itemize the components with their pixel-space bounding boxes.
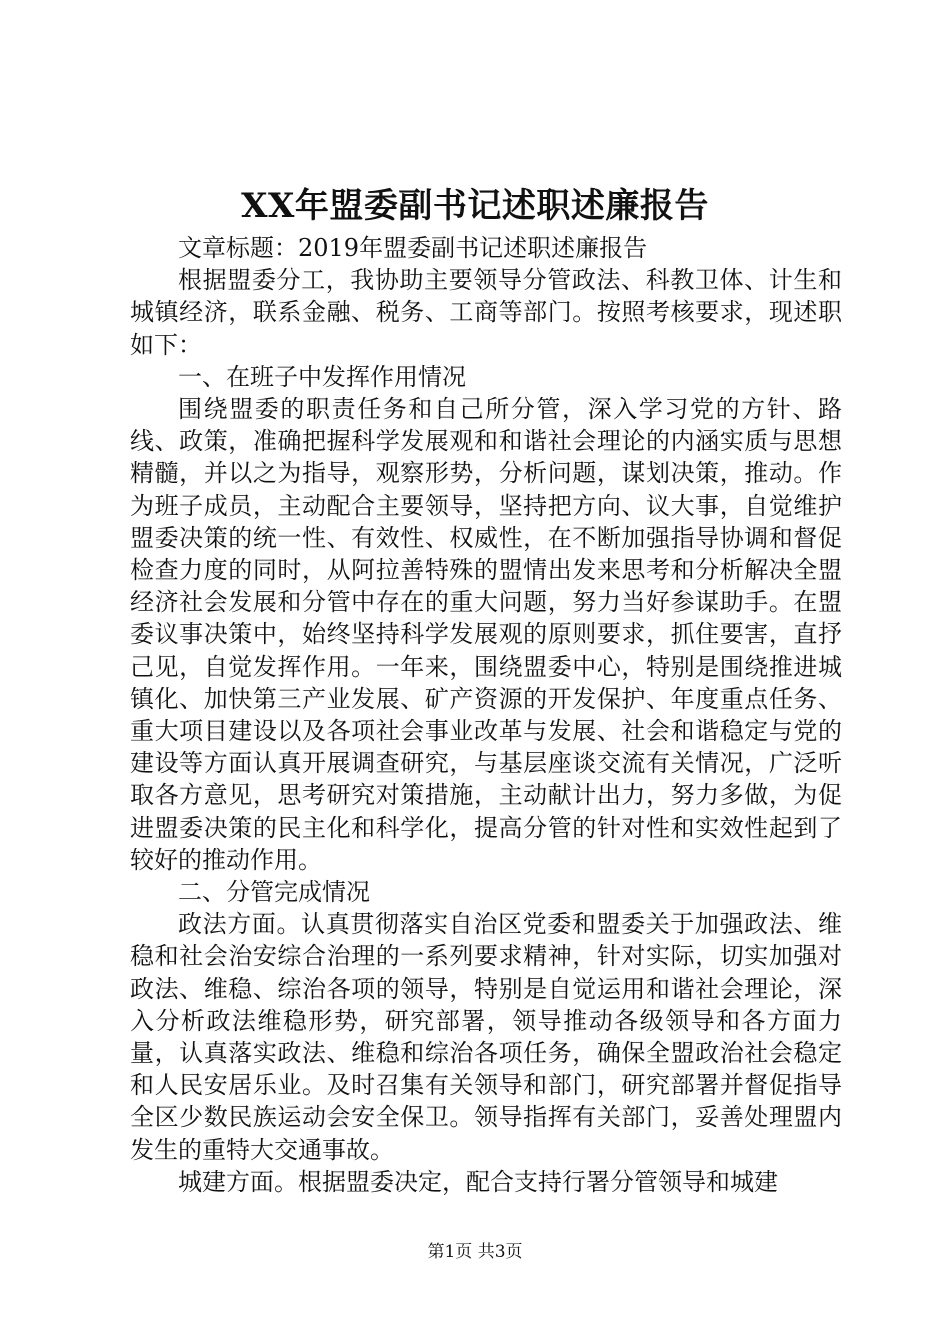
paragraph-intro: 根据盟委分工，我协助主要领导分管政法、科教卫体、计生和城镇经济，联系金融、税务、工商等部门。按照考核要求，现述职如下： xyxy=(130,266,842,359)
paragraph-politics-law: 政法方面。认真贯彻落实自治区党委和盟委关于加强政法、维稳和社会治安综合治理的一系列要求精神，针对实际，切实加强对政法、维稳、综治各项的领导，特别是自觉运用和谐社会理论，深入分析政法维稳形势，研究部署，领导推动各级领导和各方面力量，认真落实政法、维稳和综治各项任务，确保全盟政治社会稳定和人民安居乐业。及时召集有关领导和部门，研究部署并督促指导全区少数民族运动会安全保卫。领导指挥有关部门，妥善处理盟内发生的重特大交通事故。 xyxy=(130,910,842,1164)
page-number-footer: 第1页 共3页 xyxy=(427,1242,523,1262)
article-title-line: 文章标题：2019年盟委副书记述职述廉报告 xyxy=(178,234,648,262)
paragraph-urban-construction: 城建方面。根据盟委决定，配合支持行署分管领导和城建 xyxy=(178,1167,778,1196)
section-heading-2: 二、分管完成情况 xyxy=(178,878,370,907)
paragraph-section-1: 围绕盟委的职责任务和自己所分管，深入学习党的方针、路线、政策，准确把握科学发展观和和谐社会理论的内涵实质与思想精髓，并以之为指导，观察形势，分析问题，谋划决策，推动。作为班子成员，主动配合主要领导，坚持把方向、议大事，自觉维护盟委决策的统一性、有效性、权威性，在不断加强指导协调和督促检查力度的同时，从阿拉善特殊的盟情出发来思考和分析解决全盟经济社会发展和分管中存在的重大问题，努力当好参谋助手。在盟委议事决策中，始终坚持科学发展观的原则要求，抓住要害，直抒己见，自觉发挥作用。一年来，围绕盟委中心，特别是围绕推进城镇化、加快第三产业发展、矿产资源的开发保护、年度重点任务、重大项目建设以及各项社会事业改革与发展、社会和谐稳定与党的建设等方面认真开展调查研究，与基层座谈交流有关情况，广泛听取各方意见，思考研究对策措施，主动献计出力，努力多做，为促进盟委决策的民主化和科学化，提高分管的针对性和实效性起到了较好的推动作用。 xyxy=(130,395,842,874)
document-title: XX年盟委副书记述职述廉报告 xyxy=(241,186,709,226)
document-body xyxy=(130,232,842,1198)
section-heading-1: 一、在班子中发挥作用情况 xyxy=(178,362,466,391)
